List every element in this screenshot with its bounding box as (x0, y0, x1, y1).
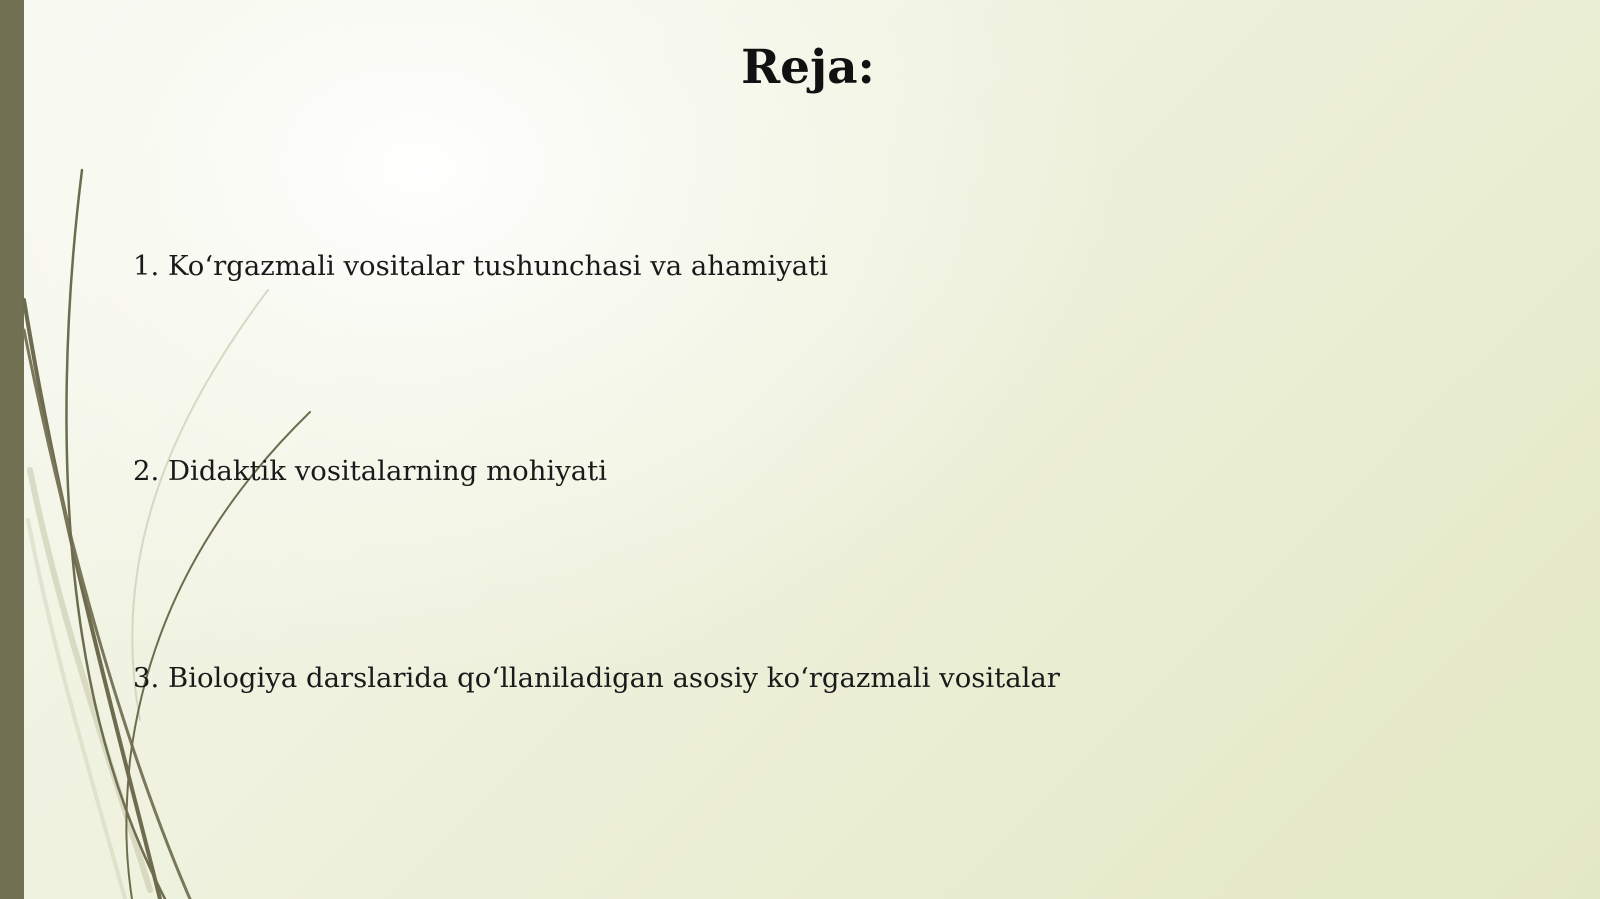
plan-item-1: 1. Ko‘rgazmali vositalar tushunchasi va ahamiyati (133, 250, 829, 282)
plan-item-3: 3. Biologiya darslarida qo‘llaniladigan asosiy ko‘rgazmali vositalar (133, 662, 1060, 694)
plan-item-2: 2. Didaktik vositalarning mohiyati (133, 455, 607, 487)
slide-title: Reja: (741, 40, 875, 95)
grass-decoration-icon (0, 0, 420, 899)
